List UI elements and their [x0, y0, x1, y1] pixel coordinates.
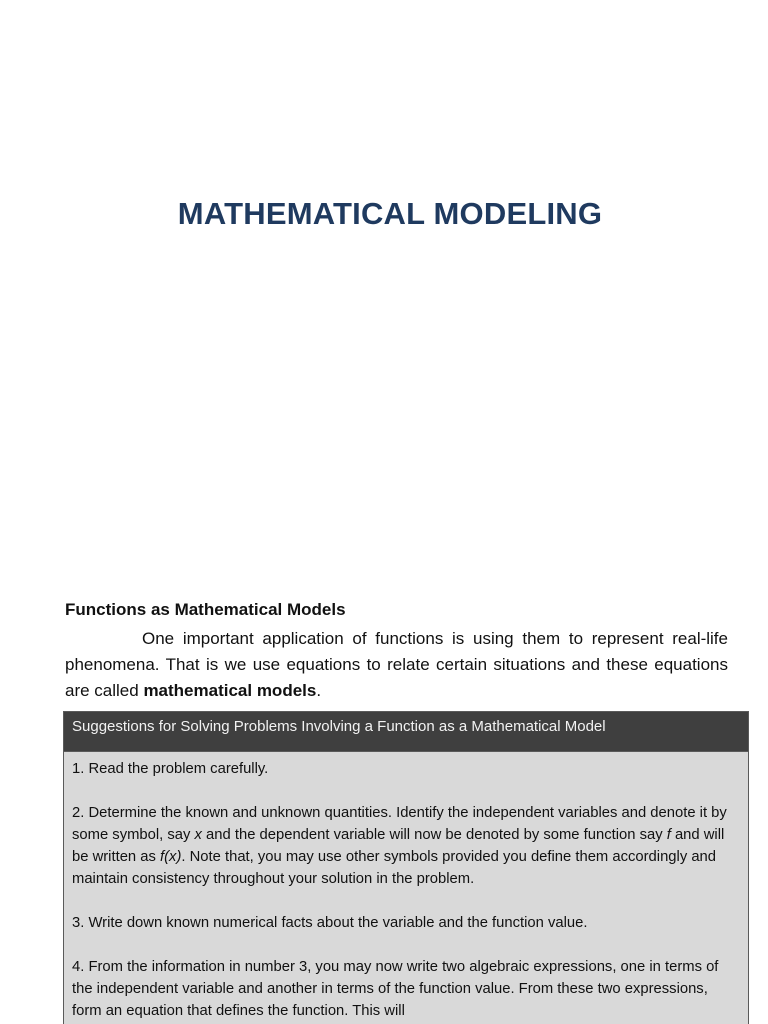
step-2-var-fx: f(x) — [160, 849, 182, 865]
suggestions-box — [63, 711, 749, 1024]
step-2 — [72, 802, 740, 890]
step-3: 3. Write down known numerical facts about the variable and the function value. — [72, 915, 588, 931]
step-2-text-b: and the dependent variable will now be denoted by some function say — [201, 827, 667, 843]
step-2-var-x: x — [194, 827, 202, 843]
functions-section — [65, 598, 728, 704]
suggestions-box-body — [64, 752, 748, 1022]
section-heading: Functions as Mathematical Models — [65, 600, 346, 619]
suggestions-box-header: Suggestions for Solving Problems Involving a Function as a Mathematical Model — [64, 712, 748, 752]
step-2-var-f: f — [666, 827, 671, 843]
step-2-text-c: and will be written as — [72, 827, 725, 865]
paragraph-end: . — [316, 681, 322, 700]
step-2-text-d: . Note that, you may use other symbols provided you define them accordingly and maintain consistency throughout your solution in the problem. — [72, 849, 717, 887]
step-2-text-a: 2. Determine the known and unknown quantities. Identify the independent variables and denote it by some symbol, say — [72, 805, 727, 843]
paragraph-bold-term: mathematical models — [143, 681, 317, 700]
step-1: 1. Read the problem carefully. — [72, 761, 269, 777]
paragraph-lead: One important application of functions is using them to represent real-life phenomena. That is we use equations to relate certain situations and these equations are called — [65, 629, 728, 700]
step-4: 4. From the information in number 3, you may now write two algebraic expressions, one in terms of the independent variable and another in terms of the function value. From these two expressions, form an equation that defines the function. This will — [72, 959, 719, 1019]
section-paragraph — [65, 626, 728, 704]
document-title: MATHEMATICAL MODELING — [177, 196, 603, 231]
